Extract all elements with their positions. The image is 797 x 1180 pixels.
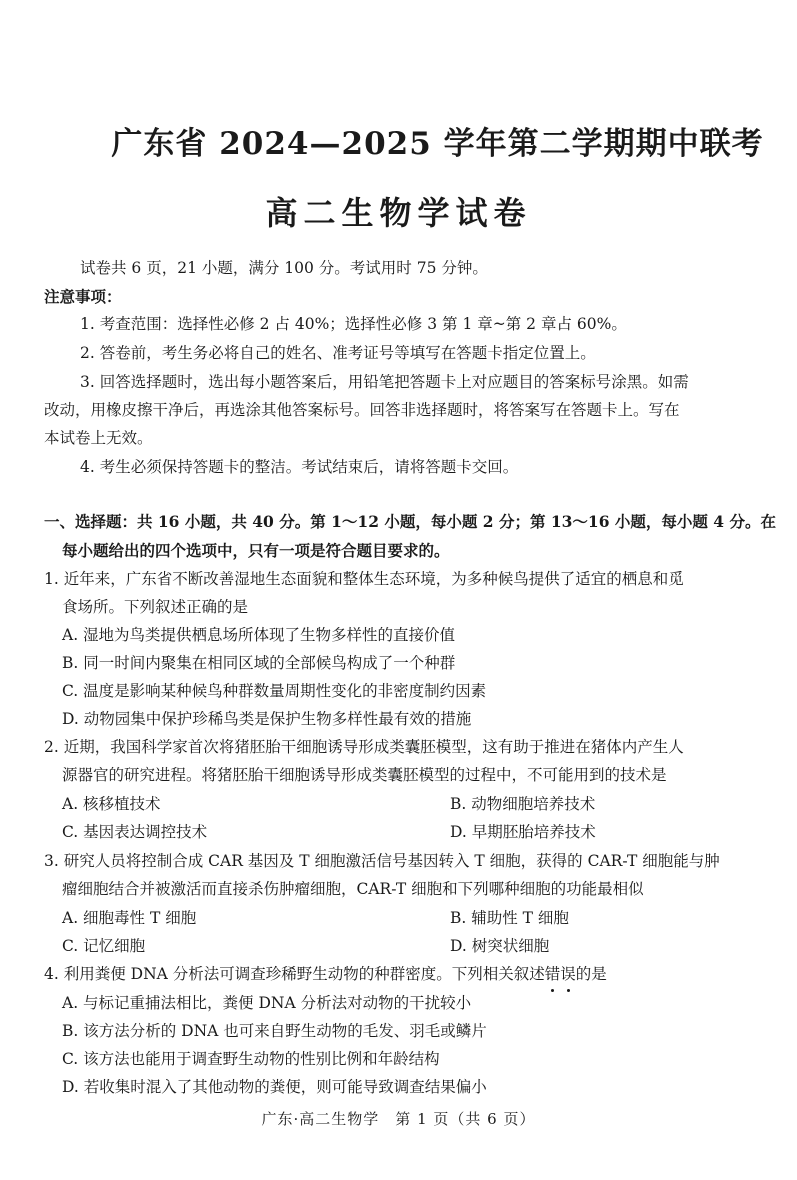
note-item: 1. 考查范围：选择性必修 2 占 40%；选择性必修 3 第 1 章~第 2 章占 60%。 bbox=[80, 315, 627, 333]
section-heading: 一、选择题：共 16 小题，共 40 分。第 1～12 小题，每小题 2 分；第 13～16 小题，每小题 4 分。在 bbox=[44, 512, 776, 531]
question-3-option-d: D. 树突状细胞 bbox=[450, 937, 550, 955]
exam-subject-title: 高二生物学试卷 bbox=[265, 194, 532, 232]
question-2-stem-cont: 源器官的研究进程。将猪胚胎干细胞诱导形成类囊胚模型的过程中，不可能用到的技术是 bbox=[62, 766, 667, 784]
note-item: 3. 回答选择题时，选出每小题答案后，用铅笔把答题卡上对应题目的答案标号涂黑。如需 bbox=[80, 373, 689, 391]
note-item: 改动，用橡皮擦干净后，再选涂其他答案标号。回答非选择题时，将答案写在答题卡上。写在 bbox=[44, 401, 680, 419]
question-4-stem-text: 4. 利用粪便 DNA 分析法可调查珍稀野生动物的种群密度。下列相关叙述 bbox=[44, 965, 545, 983]
question-3-option-a: A. 细胞毒性 T 细胞 bbox=[62, 909, 197, 927]
notes-heading: 注意事项： bbox=[44, 287, 122, 306]
question-1-option-b: B. 同一时间内聚集在相同区域的全部候鸟构成了一个种群 bbox=[62, 654, 456, 672]
question-4-option-d: D. 若收集时混入了其他动物的粪便，则可能导致调查结果偏小 bbox=[62, 1078, 487, 1096]
question-3-option-b: B. 辅助性 T 细胞 bbox=[450, 909, 569, 927]
note-item: 2. 答卷前，考生务必将自己的姓名、准考证号等填写在答题卡指定位置上。 bbox=[80, 344, 596, 362]
question-4-option-a: A. 与标记重捕法相比，粪便 DNA 分析法对动物的干扰较小 bbox=[62, 994, 472, 1012]
emphasis-char: 错 bbox=[545, 960, 561, 988]
section-heading-cont: 每小题给出的四个选项中，只有一项是符合题目要求的。 bbox=[62, 541, 450, 560]
question-1-option-d: D. 动物园集中保护珍稀鸟类是保护生物多样性最有效的措施 bbox=[62, 710, 472, 728]
question-1-stem: 1. 近年来，广东省不断改善湿地生态面貌和整体生态环境，为多种候鸟提供了适宜的栖息和觅 bbox=[44, 570, 684, 588]
question-3-stem-cont: 瘤细胞结合并被激活而直接杀伤肿瘤细胞，CAR-T 细胞和下列哪种细胞的功能最相似 bbox=[62, 880, 644, 898]
emphasis-char: 误 bbox=[560, 960, 576, 988]
question-2-option-c: C. 基因表达调控技术 bbox=[62, 823, 208, 841]
question-3-option-c: C. 记忆细胞 bbox=[62, 937, 146, 955]
exam-title: 广东省 2024—2025 学年第二学期期中联考 bbox=[111, 126, 764, 162]
exam-intro: 试卷共 6 页，21 小题，满分 100 分。考试用时 75 分钟。 bbox=[80, 259, 488, 277]
question-2-option-d: D. 早期胚胎培养技术 bbox=[450, 823, 596, 841]
question-4-option-c: C. 该方法也能用于调查野生动物的性别比例和年龄结构 bbox=[62, 1050, 440, 1068]
question-3-stem: 3. 研究人员将控制合成 CAR 基因及 T 细胞激活信号基因转入 T 细胞，获得的 CAR-T 细胞能与肿 bbox=[44, 852, 720, 870]
question-4-stem bbox=[44, 960, 607, 988]
note-item: 4. 考生必须保持答题卡的整洁。考试结束后，请将答题卡交回。 bbox=[80, 458, 519, 476]
question-2-stem: 2. 近期，我国科学家首次将猪胚胎干细胞诱导形成类囊胚模型，这有助于推进在猪体内产生人 bbox=[44, 738, 684, 756]
question-1-stem-cont: 食场所。下列叙述正确的是 bbox=[62, 598, 249, 616]
question-4-option-b: B. 该方法分析的 DNA 也可来自野生动物的毛发、羽毛或鳞片 bbox=[62, 1022, 487, 1040]
question-2-option-b: B. 动物细胞培养技术 bbox=[450, 795, 596, 813]
question-1-option-c: C. 温度是影响某种候鸟种群数量周期性变化的非密度制约因素 bbox=[62, 682, 487, 700]
question-4-stem-end: 的是 bbox=[575, 965, 607, 983]
note-item: 本试卷上无效。 bbox=[44, 429, 153, 447]
question-1-option-a: A. 湿地为鸟类提供栖息场所体现了生物多样性的直接价值 bbox=[62, 626, 456, 644]
page-footer: 广东·高二生物学 第 1 页（共 6 页） bbox=[261, 1110, 536, 1128]
question-2-option-a: A. 核移植技术 bbox=[62, 795, 161, 813]
